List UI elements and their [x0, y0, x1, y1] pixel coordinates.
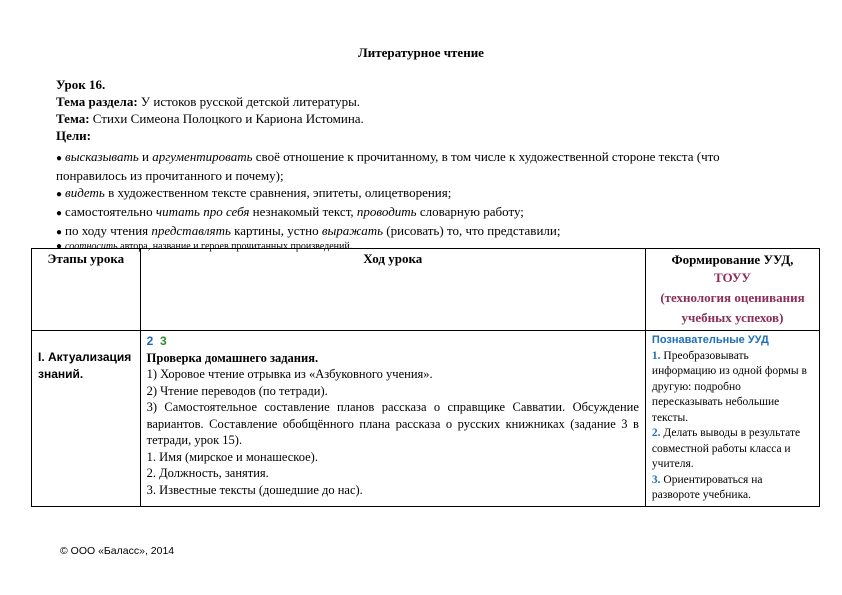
copyright-footer: © ООО «Баласс», 2014 [60, 545, 175, 557]
plan-item: 3. Известные тексты (дошедшие до нас). [146, 482, 363, 497]
table-row [32, 331, 820, 507]
uud-item: 1. Преобразовывать информацию из одной формы в другую: подробно пересказывать небольшие тексты. [651, 349, 807, 424]
section-line: Тема раздела: У истоков русской детской литературы. [56, 94, 361, 109]
course-heading: Проверка домашнего задания. [146, 350, 319, 365]
header-course: Ход урока [140, 249, 645, 331]
lesson-table [31, 248, 820, 507]
plan-item: 1. Имя (мирское и монашеское). [146, 449, 318, 464]
slide-numbers: 2 3 [146, 334, 167, 348]
lesson-number: Урок 16. [56, 77, 106, 92]
uud-item: 2. Делать выводы в результате совместной работы класса и учителя. [651, 427, 801, 470]
course-item: 1) Хоровое чтение отрывка из «Азбуковного учения». [146, 367, 433, 381]
goals-label: Цели: [56, 128, 91, 143]
goal-item: ● соотносить автора, название и героев прочитанных произведений. [56, 241, 353, 252]
plan-item: 2. Должность, занятия. [146, 466, 269, 480]
course-item: 3) Самостоятельное составление планов рассказа о справщике Савватии. Обсуждение вариантов. Составление обобщённого плана рассказа о русских книжниках (задание 3 в тетради, урок 15). [146, 400, 639, 447]
table-header-row [32, 249, 820, 331]
header-uud: Формирование УУД, ТОУУ (технология оценивания учебных успехов) [645, 249, 819, 331]
course-cell [140, 331, 645, 507]
topic-line: Тема: Стихи Симеона Полоцкого и Кариона Истомина. [56, 111, 364, 126]
course-item: 2) Чтение переводов (по тетради). [146, 383, 328, 398]
uud-item: 3. Ориентироваться на развороте учебника. [651, 473, 763, 501]
uud-category: Познавательные УУД [651, 334, 769, 346]
goal-item: ● самостоятельно читать про себя незнакомый текст, проводить словарную работу; [56, 204, 524, 219]
stage-cell: I. Актуализация знаний. [32, 331, 141, 507]
uud-cell [645, 331, 819, 507]
header-stages: Этапы урока [32, 249, 141, 331]
goal-item: ● высказывать и аргументировать своё отношение к прочитанному, в том числе к художественной стороне текста (что понравилось из прочитанного и почему); [56, 149, 720, 183]
goal-item: ● по ходу чтения представлять картины, устно выражать (рисовать) то, что представили; [56, 223, 561, 238]
goals-list [56, 148, 791, 253]
page-title: Литературное чтение [358, 45, 484, 60]
goal-item: ● видеть в художественном тексте сравнения, эпитеты, олицетворения; [56, 185, 452, 200]
